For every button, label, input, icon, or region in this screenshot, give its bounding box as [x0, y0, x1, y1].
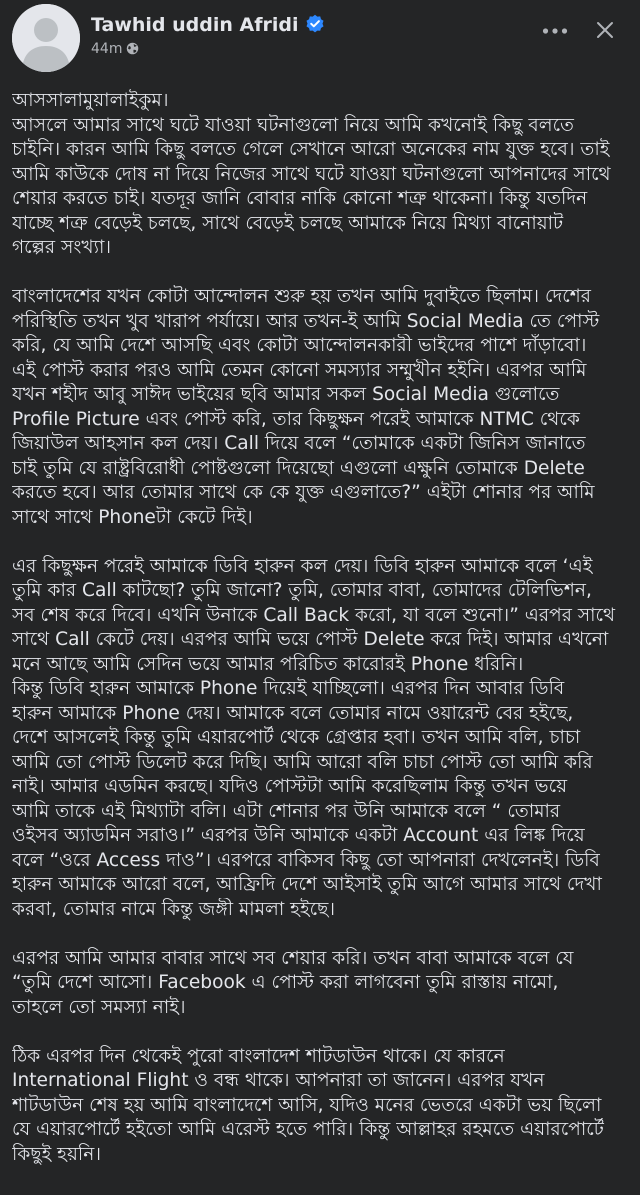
globe-icon — [126, 42, 139, 55]
post-text-line: সব শেষ করে দিবে। এখনি উনাকে Call Back করো, যা বলে শুনো।” এরপর সাথে — [12, 604, 616, 626]
author-line — [91, 14, 325, 36]
post-text-line: করতে হবে। আর তোমার সাথে কে কে যুক্ত এগুলাতে?” এইটা শোনার পর আমি — [12, 482, 595, 503]
post-text-line: বলে “ওরে Access দাও”। এরপরে বাকিসব কিছু তো আপনারা দেখলেনই। ডিবি — [12, 849, 600, 871]
post-text-line: ওইসব অ্যাডমিন সরাও।” এরপর উনি আমাকে একটা Account এর লিঙ্ক দিয়ে — [12, 825, 585, 846]
post-text-line: করবা, তোমার নামে কিন্তু জঙ্গী মামলা হইছে। — [12, 898, 336, 920]
post-text-line: যাচ্ছে শত্রু বেড়েই চলছে, সাথে বেড়েই চলছে আমাকে নিয়ে মিথ্যা বানোয়াট — [12, 212, 564, 234]
post-text-line: মনে আছে আমি সেদিন ভয়ে আমার পরিচিত কারোরই Phone ধরিনি। — [12, 653, 524, 675]
post-text-line: শাটডাউন শেষ হয় আমি বাংলাদেশে আসি, যদিও মনের ভেতরে একটা ভয় ছিলো — [12, 1094, 602, 1116]
avatar[interactable] — [12, 4, 80, 72]
post-text-line: হারুন আমাকে আরো বলে, আফ্রিদি দেশে আইসাই তুমি আগে আমার সাথে দেখা — [12, 874, 602, 895]
post-text-line: যখন শহীদ আবু সাঈদ ভাইয়ের ছবি আমার সকল Social Media গুলোতে — [12, 384, 560, 405]
author-name[interactable]: Tawhid uddin Afridi — [91, 14, 299, 36]
post-text-line: চাই তুমি যে রাষ্ট্রবিরোধী পোষ্টগুলো দিয়েছো এগুলো এক্ষুনি তোমাকে Delete — [12, 457, 585, 479]
post-paragraph — [12, 947, 628, 1021]
post-text-line: নাই। আমার এডমিন করছে। যদিও পোস্টটা আমি করেছিলাম কিন্তু তখন ভয়ে — [12, 776, 568, 797]
post-text — [12, 89, 628, 1167]
post-header — [0, 0, 640, 76]
post-text-line: আসলে আমার সাথে ঘটে যাওয়া ঘটনাগুলো নিয়ে আমি কখনোই কিছু বলতে — [12, 114, 575, 136]
default-avatar-icon — [12, 4, 80, 72]
post-text-line: সাথে সাথে Phoneটা কেটে দিই। — [12, 506, 253, 528]
post-text-line: চাইনি। কারন আমি কিছু বলতে গেলে সেখানে আরো অনেকের নাম যুক্ত হবে। তাই — [12, 139, 610, 160]
post-text-line: এর কিছুক্ষন পরেই আমাকে ডিবি হারুন কল দেয়। ডিবি হারুন আমাকে বলে ‘এই — [12, 555, 593, 577]
post-text-line: কিন্তু ডিবি হারুন আমাকে Phone দিয়েই যাচ্ছিলো। এরপর দিন আবার ডিবি — [12, 678, 565, 699]
post-time[interactable]: 44m — [91, 41, 123, 57]
post-text-line: যে এয়ারপোর্টে হইতো আমি এরেস্ট হতে পারি। কিন্তু আল্লাহর রহমতে এয়ারপোর্টে — [12, 1119, 604, 1140]
post-text-line: করি, যে আমি দেশে আসছি এবং কোটা আন্দোলনকারী ভাইদের পাশে দাঁড়াবো। — [12, 335, 587, 356]
post-text-line: কিছুই হয়নি। — [12, 1143, 101, 1165]
verified-badge-icon — [305, 14, 325, 34]
post-text-line: আমি কাউকে দোষ না দিয়ে নিজের সাথে ঘটে যাওয়া ঘটনাগুলো আপনাদের সাথে — [12, 163, 611, 185]
post-text-line: International Flight ও বন্ধ থাকে। আপনারা তা জানেন। এরপর যখন — [12, 1070, 545, 1091]
post-text-line: দেশে আসলেই কিন্তু তুমি এয়ারপোর্ট থেকে গ্রেপ্তার হবা। তখন আমি বলি, চাচা — [12, 727, 581, 748]
post-text-line: সাথে Call কেটে দেয়। এরপর আমি ভয়ে পোস্ট Delete করে দিই। আমার এখনো — [12, 629, 609, 650]
post-text-line: এরপর আমি আমার বাবার সাথে সব শেয়ার করি। তখন বাবা আমাকে বলে যে — [12, 947, 574, 969]
post-paragraph — [12, 285, 628, 530]
post-text-line: হারুন আমাকে Phone দেয়। আমাকে বলে তোমার নামে ওয়ারেন্ট বের হইছে, — [12, 702, 574, 724]
post-text-line: শেয়ার করতে চাই। যতদূর জানি বোবার নাকি কোনো শত্রু থাকেনা। কিন্তু যতদিন — [12, 188, 588, 209]
more-options-icon[interactable] — [542, 26, 568, 36]
post-text-line: এই পোস্ট করার পরও আমি তেমন কোনো সমস্যার সম্মুখীন হইনি। এরপর আমি — [12, 359, 587, 381]
post-paragraph — [12, 1045, 628, 1168]
post-text-line: বাংলাদেশের যখন কোটা আন্দোলন শুরু হয় তখন আমি দুবাইতে ছিলাম। দেশের — [12, 286, 591, 307]
post-text-line: তুমি কার Call কাটছো? তুমি জানো? তুমি, তোমার বাবা, তোমাদের টেলিভিশন, — [12, 580, 592, 601]
post-meta — [91, 41, 139, 57]
post-text-line: ঠিক এরপর দিন থেকেই পুরো বাংলাদেশ শাটডাউন থাকে। যে কারনে — [12, 1045, 505, 1067]
post-text-line: তাহলে তো সমস্যা নাই। — [12, 996, 186, 1018]
close-icon[interactable] — [594, 19, 616, 41]
post-text-line: আসসালামুয়ালাইকুম। — [12, 90, 169, 111]
post-paragraph — [12, 555, 628, 923]
post-text-line: Profile Picture এবং পোস্ট করি, তার কিছুক্ষন পরেই আমাকে NTMC থেকে — [12, 408, 580, 430]
post-paragraph — [12, 89, 628, 261]
post-text-line: আমি তো পোস্ট ডিলেট করে দিছি। আমি আরো বলি চাচা পোস্ট তো আমি করি — [12, 751, 593, 773]
post-text-line: গল্পের সংখ্যা। — [12, 237, 112, 258]
post-text-line: জিয়াউল আহসান কল দেয়। Call দিয়ে বলে “তোমাকে একটা জিনিস জানাতে — [12, 433, 586, 454]
post-text-line: পরিস্থিতি তখন খুব খারাপ পর্যায়ে। আর তখন-ই আমি Social Media তে পোস্ট — [12, 310, 600, 332]
post-text-line: “তুমি দেশে আসো। Facebook এ পোস্ট করা লাগবেনা তুমি রাস্তায় নামো, — [12, 972, 559, 993]
post-text-line: আমি তাকে এই মিথ্যাটা বলি। এটা শোনার পর উনি আমাকে বলে “ তোমার — [12, 800, 561, 822]
